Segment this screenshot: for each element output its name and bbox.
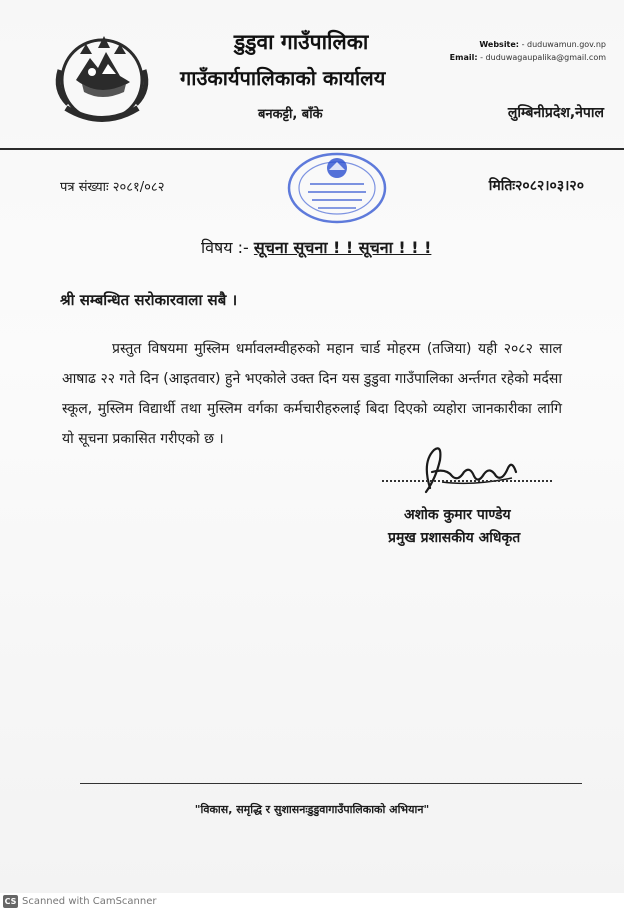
scanner-watermark: Scanned with CamScanner	[22, 896, 157, 907]
reference-number: पत्र संख्याः २०८१/०८२	[60, 180, 165, 195]
subject-text: सूचना सूचना ! ! सूचना ! ! !	[253, 238, 432, 257]
letter-body: प्रस्तुत विषयमा मुस्लिम धर्मावलम्वीहरुको महान चार्ड मोहरम (तजिया) यही २०८२ साल आषाढ २२ गते दिन (आइतवार) हुने भएकोले उक्त दिन यस डुडुवा गाउँपालिका अर्न्तगत रहेको मर्दसा स्कूल, मुस्लिम विद्यार्थी तथा मुस्लिम वर्गका कर्मचारीहरुलाई बिदा दिएको व्यहोरा जानकारीका लागि यो सूचना प्रकासित गरीएको छ ।	[62, 341, 562, 447]
signature-line	[382, 480, 552, 482]
signatory-name: अशोक कुमार पाण्डेय	[404, 507, 511, 523]
website-url: - duduwamun.gov.np	[521, 40, 606, 49]
email-address: - duduwagaupalika@gmail.com	[480, 53, 606, 62]
letter-date: मितिः२०८२।०३।२०	[488, 178, 584, 194]
subject-line	[201, 236, 431, 258]
footer-motto: "विकास, समृद्धि र सुशासनःडुडुवागाउँपालिकाको अभियान"	[194, 803, 430, 816]
email-line	[450, 53, 606, 62]
subject-prefix: विषय :-	[201, 238, 254, 257]
salutation: श्री सम्बन्धित सरोकारवाला सबै ।	[60, 291, 238, 309]
email-label: Email:	[449, 53, 478, 62]
nepal-emblem-icon	[46, 30, 158, 130]
signatory-title: प्रमुख प्रशासकीय अधिकृत	[388, 530, 521, 546]
province-label: लुम्बिनीप्रदेश,नेपाल	[507, 105, 604, 121]
website-label: Website:	[479, 40, 520, 49]
office-stamp-icon	[284, 150, 390, 226]
camscanner-logo-icon: CS	[4, 897, 17, 906]
footer-divider	[80, 783, 582, 784]
office-name: गाउँकार्यपालिकाको कार्यालय	[180, 66, 386, 90]
signature-icon	[412, 442, 527, 498]
org-name: डुडुवा गाउँपालिका	[234, 30, 369, 54]
office-address: बनकट्टी, बाँके	[258, 107, 323, 122]
website-line	[479, 40, 606, 49]
